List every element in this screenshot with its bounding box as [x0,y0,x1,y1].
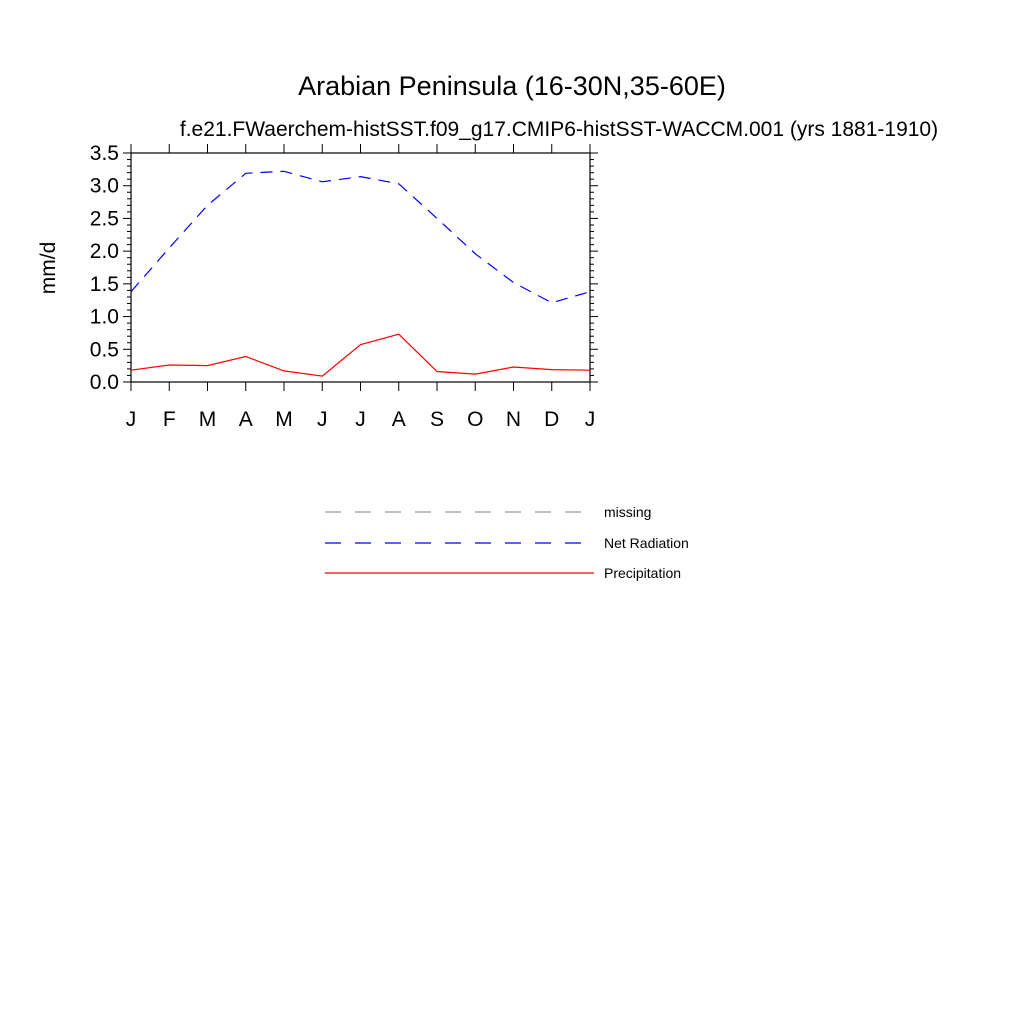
chart-title: Arabian Peninsula (16-30N,35-60E) [298,71,726,101]
x-tick-label: A [391,408,406,431]
series-line-net-radiation [131,171,590,302]
x-tick-label: N [505,408,522,431]
legend-label: Precipitation [604,565,682,581]
legend [325,504,689,581]
y-tick-label: 2.0 [89,240,119,264]
series-line-precipitation [131,334,590,376]
series-lines [131,171,590,376]
plot-frame [131,153,590,382]
x-tick-label: A [238,408,253,431]
y-axis-label: mm/d [37,241,60,295]
legend-label: Net Radiation [604,535,689,551]
legend-label: missing [604,504,652,520]
axis-ticks [123,144,598,391]
x-tick-label: S [429,408,445,431]
x-tick-label: J [584,408,596,431]
y-tick-label: 1.0 [89,305,119,329]
y-tick-label: 3.0 [89,174,119,198]
x-tick-label: J [125,408,137,431]
x-tick-label: F [162,408,176,431]
x-tick-label: D [544,408,560,431]
y-tick-label: 0.5 [89,338,119,362]
y-tick-label: 3.5 [89,142,119,165]
tick-labels [90,142,595,431]
x-tick-label: J [355,408,366,431]
y-tick-label: 1.5 [89,272,119,296]
x-tick-label: M [275,408,293,431]
y-tick-label: 0.0 [89,371,119,394]
y-tick-label: 2.5 [89,207,119,231]
chart-subtitle: f.e21.FWaerchem-histSST.f09_g17.CMIP6-histSST-WACCM.001 (yrs 1881-1910) [179,118,939,141]
x-tick-label: M [198,408,217,431]
x-tick-label: O [467,408,484,431]
x-tick-label: J [317,408,328,431]
